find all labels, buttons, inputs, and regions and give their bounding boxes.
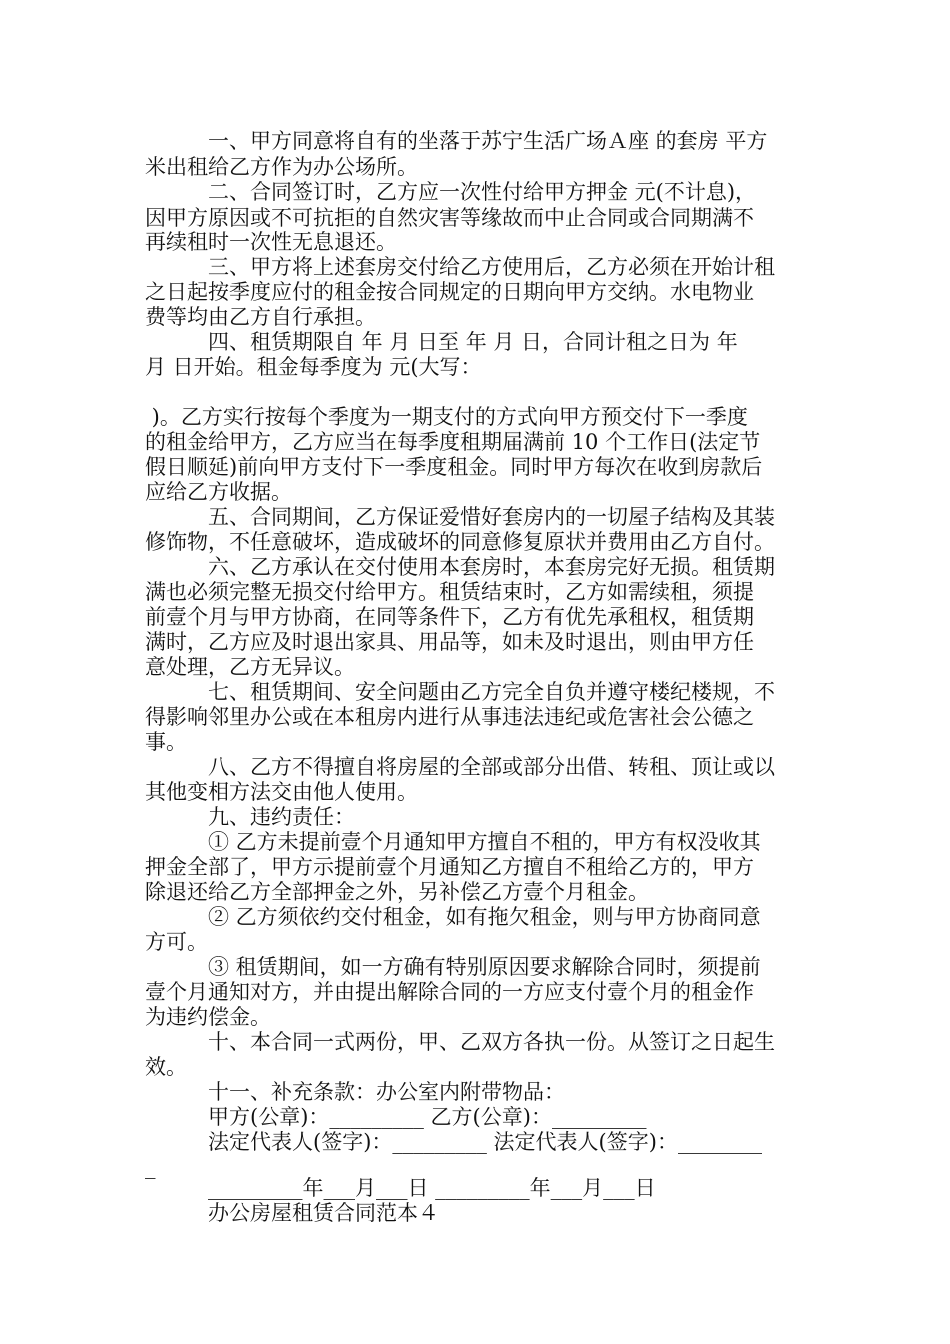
- clause-4-line-2: 月 日开始。租金每季度为 元(大写：: [145, 355, 482, 379]
- clause-4-line-3: )。乙方实行按每个季度为一期支付的方式向甲方预交付下一季度: [145, 405, 748, 429]
- clause-1-line-1: 一、甲方同意将自有的坐落于苏宁生活广场Ａ座 的套房 平方: [145, 129, 768, 153]
- clause-8-line-1: 八、乙方不得擅自将房屋的全部或部分出借、转租、顶让或以: [145, 755, 775, 779]
- clause-10-line-2: 效。: [145, 1055, 187, 1079]
- clause-7-line-3: 事。: [145, 730, 187, 754]
- clause-9-item-1-line-2: 押金全部了，甲方示提前壹个月通知乙方擅自不租给乙方的，甲方: [145, 855, 754, 879]
- seal-line: 甲方(公章)：_________ 乙方(公章)：_________: [145, 1105, 647, 1129]
- clause-2-line-3: 再续租时一次性无息退还。: [145, 230, 397, 254]
- clause-7-line-2: 得影响邻里办公或在本租房内进行从事违法违纪或危害社会公德之: [145, 705, 754, 729]
- clause-11-line: 十一、补充条款：办公室内附带物品：: [145, 1080, 565, 1104]
- clause-9-item-3-line-1: ③ 租赁期间，如一方确有特别原因要求解除合同时，须提前: [145, 955, 761, 979]
- clause-9-heading: 九、违约责任：: [145, 805, 355, 829]
- clause-8-line-2: 其他变相方法交由他人使用。: [145, 780, 418, 804]
- next-section-title: 办公房屋租赁合同范本４: [145, 1201, 439, 1225]
- clause-2-line-1: 二、合同签订时，乙方应一次性付给甲方押金 元(不计息)，: [145, 180, 757, 204]
- clause-9-item-2-line-2: 方可。: [145, 930, 208, 954]
- date-line: _________年___月___日 _________年___月___日: [145, 1176, 656, 1200]
- clause-7-line-1: 七、租赁期间、安全问题由乙方完全自负并遵守楼纪楼规，不: [145, 680, 775, 704]
- clause-9-item-1-line-1: ① 乙方未提前壹个月通知甲方擅自不租的，甲方有权没收其: [145, 830, 761, 854]
- clause-9-item-3-line-2: 壹个月通知对方，并由提出解除合同的一方应支付壹个月的租金作: [145, 980, 754, 1004]
- clause-9-item-2-line-1: ② 乙方须依约交付租金，如有拖欠租金，则与甲方协商同意: [145, 905, 761, 929]
- clause-4-line-4: 的租金给甲方，乙方应当在每季度租期届满前 10 个工作日(法定节: [145, 430, 761, 454]
- signature-line-overflow: _: [145, 1155, 156, 1179]
- clause-3-line-1: 三、甲方将上述套房交付给乙方使用后，乙方必须在开始计租: [145, 255, 775, 279]
- clause-9-item-3-line-3: 为违约偿金。: [145, 1005, 271, 1029]
- clause-6-line-1: 六、乙方承认在交付使用本套房时，本套房完好无损。租赁期: [145, 555, 775, 579]
- clause-3-line-2: 之日起按季度应付的租金按合同规定的日期向甲方交纳。水电物业: [145, 280, 754, 304]
- clause-4-line-6: 应给乙方收据。: [145, 480, 292, 504]
- clause-2-line-2: 因甲方原因或不可抗拒的自然灾害等缘故而中止合同或合同期满不: [145, 206, 754, 230]
- clause-10-line-1: 十、本合同一式两份，甲、乙双方各执一份。从签订之日起生: [145, 1030, 775, 1054]
- clause-3-line-3: 费等均由乙方自行承担。: [145, 305, 376, 329]
- clause-1-line-2: 米出租给乙方作为办公场所。: [145, 155, 418, 179]
- clause-6-line-3: 前壹个月与甲方协商，在同等条件下，乙方有优先承租权，租赁期: [145, 605, 754, 629]
- clause-5-line-1: 五、合同期间，乙方保证爱惜好套房内的一切屋子结构及其装: [145, 505, 775, 529]
- clause-4-line-1: 四、租赁期限自 年 月 日至 年 月 日，合同计租之日为 年: [145, 330, 738, 354]
- clause-6-line-4: 满时，乙方应及时退出家具、用品等，如未及时退出，则由甲方任: [145, 630, 754, 654]
- clause-6-line-5: 意处理，乙方无异议。: [145, 655, 355, 679]
- clause-9-item-1-line-3: 除退还给乙方全部押金之外，另补偿乙方壹个月租金。: [145, 880, 649, 904]
- clause-4-line-5: 假日顺延)前向甲方支付下一季度租金。同时甲方每次在收到房款后: [145, 455, 763, 479]
- clause-5-line-2: 修饰物，不任意破坏，造成破坏的同意修复原状并费用由乙方自付。: [145, 530, 775, 554]
- clause-6-line-2: 满也必须完整无损交付给甲方。租赁结束时，乙方如需续租，须提: [145, 580, 754, 604]
- signature-line: 法定代表人(签字)：_________ 法定代表人(签字)：________: [145, 1130, 762, 1154]
